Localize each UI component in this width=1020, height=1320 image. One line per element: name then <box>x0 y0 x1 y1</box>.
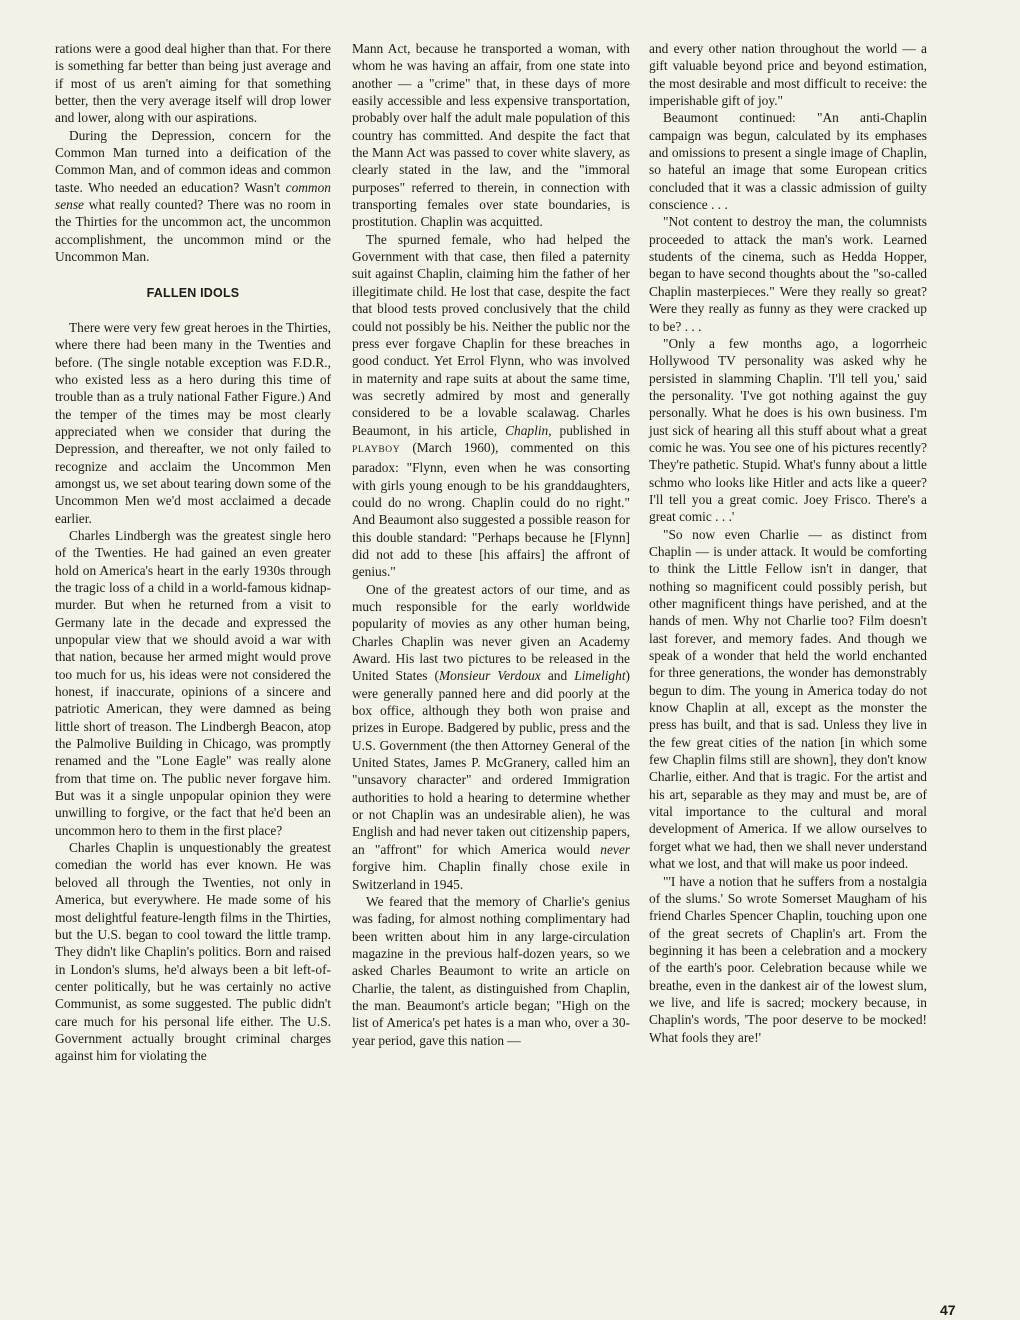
paragraph <box>352 231 630 581</box>
paragraph: and every other nation throughout the world — a gift valuable beyond price and beyond estimation, the most desirable and most difficult to receive: the imperishable gift of joy." <box>649 41 927 109</box>
paragraph: "Only a few months ago, a logorrheic Hollywood TV personality was asked why he persisted in slamming Chaplin. 'I'll tell you,' said the personality. 'I've got nothing against the guy personally. What he does is his own business. I'm just sick of hearing all this stuff about what a great comic he was. You see one of his pictures recently? They're pathetic. Stupid. What's funny about a little schmo who looks like Hitler and acts like a queer? I'll tell you a great comic. Joey Frisco. There's a great comic . . .' <box>649 335 927 525</box>
paragraph: "Not content to destroy the man, the columnists proceeded to attack the man's work. Learned students of the cinema, such as Hedda Hopper, began to have second thoughts about the "so-called Chaplin masterpieces." Were they really so great? Were they really as funny as they were cracked up to be? . . . <box>649 214 927 334</box>
text-run: (March 1960), commented on this paradox: "Flynn, even when he was consorting with girls young enough to be his granddaughters, could do no wrong. Chaplin could do no right." And Beaumont also suggested a possible reason for this double standard: "Perhaps because he [Flynn] did not add to these [his affairs] the affront of genius." <box>352 439 630 580</box>
paragraph: Mann Act, because he transported a woman, with whom he was having an affair, from one state into another — a "crime" that, in these days of more easily accessible and less expensive transportation, probably over half the adult male population of this country has committed. And despite the fact that the Mann Act was passed to cover white slavery, as clearly stated in the law, and the "immoral purposes" referred to therein, in connection with transporting females over state boundaries, is prostitution. Chaplin was acquitted. <box>352 41 630 230</box>
paragraph <box>55 127 331 266</box>
paragraph: rations were a good deal higher than that. For there is something far better than being just average and if most of us aren't aiming for that something better, then the very average itself will drop lower and lower, along with our aspirations. <box>55 41 331 126</box>
magazine-name: PLAYBOY <box>352 444 401 455</box>
paragraph <box>352 581 630 893</box>
paragraph: "'I have a notion that he suffers from a nostalgia of the slums.' So wrote Somerset Maugham of his friend Charles Spencer Chaplin, touching upon one of the great secrets of Chaplin's art. From the beginning it has been a celebration and a mockery of the earth's poor. Celebration because while we breathe, even in the dankest air of the lowest slum, we live, and life is sacred; mockery because, in Chaplin's words, 'The poor deserve to be mocked! What fools they are!' <box>649 873 927 1045</box>
paragraph: Charles Chaplin is unquestionably the greatest comedian the world has ever known. He was beloved all through the Twenties, not only in America, but everywhere. He made some of his most delightful feature-length films in the Thirties, but the U.S. began to cool toward the little tramp. They didn't like Chaplin's politics. Born and raised in London's slums, he'd always been a bit left-of-center politically, but he was certainly no active Communist, as some suggested. The public didn't care much for his personal life either. The U.S. Government actually brought criminal charges against him for violating the <box>55 840 331 1064</box>
paragraph: We feared that the memory of Charlie's genius was fading, for almost nothing complimentary had been written about him in any large-circulation magazine in the previous half-dozen years, so we asked Charles Beaumont to write an article on Charlie, the talent, as distinguished from Chaplin, the man. Beaumont's article began; "High on the list of America's pet hates is a man who, over a 30-year period, gave this nation — <box>352 893 630 1048</box>
paragraph: Charles Lindbergh was the greatest single hero of the Twenties. He had gained an even greater hold on America's heart in the early 1930s through the tragic loss of a child in a world-famous kidnap-murder. But when he returned from a visit to Germany late in the decade and expressed the unpopular view that we should avoid a war with that nation, because her armed might would prove too much for us, his ideas were not considered the honest, if inaccurate, opinions of a sincere and patriotic American, they were damned as being little short of treason. The Lindbergh Beacon, atop the Palmolive Building in Chicago, was promptly renamed and the "Lone Eagle" was really alone from that time on. The public never forgave him. But was it a single unpopular opinion they were unwilling to forgive, or the fact that he'd been an uncommon hero to them in the first place? <box>55 527 331 838</box>
paragraph: "So now even Charlie — as distinct from Chaplin — is under attack. It would be comforting to think the Little Fellow isn't in danger, that nothing so magnificent could possibly perish, but other magnificent things have perished, and at the hands of men. Why not Charlie too? Film doesn't last forever, and memory fades. And though we speak of a wonder that held the world enchanted for three generations, the wonder has demonstrably begun to dim. The young in America today do not know Chaplin at all, except as the monster the press has built, and that is sad. Unless they live in the few great cities of the nation [in which some few Chaplin films still are shown], they don't know Charlie, either. And that is tragic. For the artist and his art, separable as they may and must be, are of vital importance to the cultural and moral development of America. If we allow ourselves to forget what we had, then we shall never understand what we lost, and that will make us poor indeed. <box>649 526 927 872</box>
text-run: ) were generally panned here and did poorly at the box office, although they both won praise and prizes in Europe. Badgered by public, press and the U.S. Government (the then Attorney General of the United States, James P. McGranery, called him an "unsavory character" and ordered Immigration authorities to hold a hearing to determine whether or not Chaplin was an undesirable alien), he was English and had never taken out citizenship papers, an "affront" for which America would <box>352 668 631 857</box>
text-column-3 <box>649 40 927 1046</box>
text-column-2 <box>352 40 630 1049</box>
paragraph: There were very few great heroes in the Thirties, where there had been many in the Twenties and before. (The single notable exception was F.D.R., who existed less as a hero during this time of trouble than as a truly national Father Figure.) And the temper of the times may be most clearly appreciated when we consider that during the Depression, and thereafter, we not only failed to recognize and acclaim the Uncommon Men amongst us, we set about tearing down some of the Uncommon Men we'd most acclaimed a decade earlier. <box>55 319 331 526</box>
italic-run: Chaplin <box>505 422 549 438</box>
text-column-1 <box>55 40 331 1065</box>
text-run: forgive him. Chaplin finally chose exile in Switzerland in 1945. <box>352 859 630 892</box>
text-run: The spurned female, who had helped the Government with that case, then filed a paternity suit against Chaplin, claiming him the father of her illegitimate child. He lost that case, despite the fact that blood tests proved conclusively that the child could not possibly be his. Neither the public nor the press ever forgave Chaplin for these breaches in good conduct. Yet Errol Flynn, who was involved in maternity and rape suits at about the same time, was secretly admired by most and generally considered to be a lovable scalawag. Charles Beaumont, in his article, <box>352 231 630 438</box>
text-run: , published in <box>548 422 630 438</box>
page-number: 47 <box>940 1302 956 1318</box>
text-run: and <box>540 668 575 684</box>
italic-run: common sense <box>55 179 331 213</box>
text-run: One of the greatest actors of our time, and as much responsible for the early worldwide popularity of movies as any other human being, Charles Chaplin was never given an Academy Award. His last two pictures to be released in the United States ( <box>352 581 630 684</box>
italic-run: Limelight <box>574 668 626 684</box>
paragraph: Beaumont continued: "An anti-Chaplin campaign was begun, calculated by its emphases and omissions to present a single image of Chaplin, so hateful an image that some European critics concluded that it was a classic admission of guilty conscience . . . <box>649 110 927 213</box>
text-run: During the Depression, concern for the Common Man turned into a deification of the Common Man, and of common ideas and common taste. Who needed an education? Wasn't <box>55 127 331 195</box>
italic-run: Monsieur Verdoux <box>439 668 541 684</box>
section-heading: FALLEN IDOLS <box>146 286 240 301</box>
italic-run: never <box>600 841 630 857</box>
text-run: what really counted? There was no room in the Thirties for the uncommon act, the uncommon accomplishment, the uncommon mind or the Uncommon Man. <box>55 197 331 265</box>
